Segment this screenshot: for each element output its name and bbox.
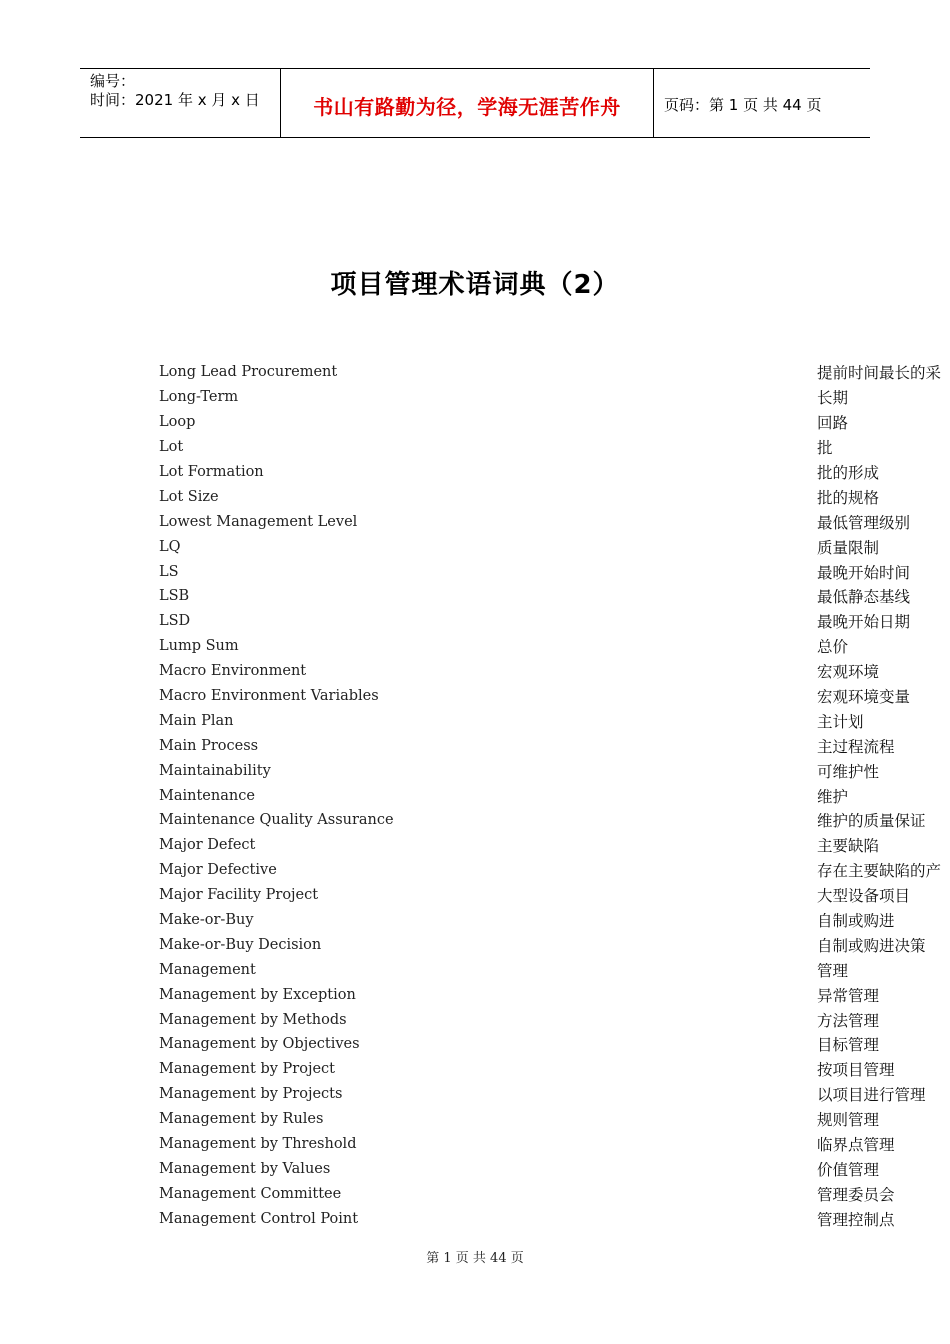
term-english: Management by Threshold [159, 1136, 357, 1153]
term-chinese: 批 [817, 439, 833, 458]
term-chinese: 自制或购进 [817, 912, 895, 931]
term-chinese: 回路 [817, 414, 849, 433]
term-row [159, 360, 950, 385]
term-row [159, 684, 950, 709]
term-english: Maintenance [159, 787, 255, 804]
term-english: Lot Size [159, 488, 219, 505]
term-chinese: 最晚开始日期 [817, 613, 911, 632]
term-english: LSB [159, 588, 190, 605]
term-row [159, 484, 950, 509]
term-chinese: 维护 [817, 787, 849, 806]
term-english: Management by Exception [159, 986, 356, 1003]
term-row [159, 559, 950, 584]
term-row [159, 1032, 950, 1057]
page-title: 项目管理术语词典（2） [330, 270, 620, 300]
term-row [159, 833, 950, 858]
header-meta [80, 69, 281, 137]
term-chinese: 批的形成 [817, 464, 880, 482]
term-english: Lot [159, 439, 184, 456]
term-chinese: 管理控制点 [817, 1210, 895, 1229]
term-english: Management Committee [159, 1185, 342, 1202]
term-chinese: 以项目进行管理 [817, 1086, 926, 1105]
term-chinese: 存在主要缺陷的产 [817, 862, 942, 881]
term-english: LQ [159, 538, 181, 555]
term-row [159, 982, 950, 1007]
term-chinese: 主过程流程 [817, 737, 895, 756]
term-row [159, 1157, 950, 1182]
term-chinese: 自制或购进决策 [817, 936, 926, 955]
term-english: Management by Project [159, 1061, 335, 1078]
term-chinese: 宏观环境变量 [817, 688, 911, 707]
term-row [159, 584, 950, 609]
term-chinese: 管理委员会 [817, 1185, 895, 1204]
term-chinese: 总价 [817, 638, 849, 657]
term-list [159, 360, 950, 1231]
term-row [159, 385, 950, 410]
term-english: Management by Values [159, 1160, 331, 1177]
term-row [159, 932, 950, 957]
term-row [159, 733, 950, 758]
term-english: Main Plan [159, 712, 234, 729]
term-chinese: 最低静态基线 [817, 588, 911, 607]
term-english: LSD [159, 613, 191, 630]
header-page-info: 页码：第 1 页 共 44 页 [664, 95, 822, 114]
term-row [159, 659, 950, 684]
term-english: Make-or-Buy Decision [159, 936, 322, 953]
term-row [159, 1107, 950, 1132]
term-english: Loop [159, 414, 196, 431]
term-english: Long-Term [159, 389, 239, 406]
term-row [159, 460, 950, 485]
page-footer: 第 1 页 共 44 页 [426, 1251, 524, 1266]
header-motto: 书山有路勤为径，学海无涯苦作舟 [281, 69, 654, 137]
term-english: Long Lead Procurement [159, 364, 338, 381]
term-english: Make-or-Buy [159, 912, 254, 929]
term-chinese: 宏观环境 [817, 663, 880, 682]
term-row [159, 634, 950, 659]
term-chinese: 维护的质量保证 [817, 812, 926, 831]
term-english: Management by Objectives [159, 1036, 360, 1053]
term-chinese: 规则管理 [817, 1111, 880, 1130]
term-chinese: 提前时间最长的采 [817, 364, 942, 383]
number-label: 编号： [90, 72, 136, 90]
term-chinese: 主计划 [817, 712, 864, 731]
term-chinese: 可维护性 [817, 762, 880, 781]
term-row [159, 410, 950, 435]
page-header [80, 68, 870, 138]
time-label: 时间：2021 年 x 月 x 日 [90, 91, 260, 109]
term-chinese: 最低管理级别 [817, 513, 911, 532]
term-chinese: 最晚开始时间 [817, 563, 911, 582]
term-english: Macro Environment [159, 663, 307, 680]
term-chinese: 价值管理 [817, 1160, 880, 1179]
term-chinese: 方法管理 [817, 1011, 880, 1030]
term-chinese: 按项目管理 [817, 1061, 895, 1080]
term-english: Management by Projects [159, 1086, 343, 1103]
term-row [159, 808, 950, 833]
term-row [159, 509, 950, 534]
term-english: Major Defect [159, 837, 256, 854]
term-row [159, 858, 950, 883]
term-chinese: 临界点管理 [817, 1136, 895, 1155]
term-row [159, 783, 950, 808]
term-row [159, 1057, 950, 1082]
term-english: Lowest Management Level [159, 513, 358, 530]
term-row [159, 1181, 950, 1206]
term-row [159, 883, 950, 908]
term-english: Management by Rules [159, 1111, 324, 1128]
term-row [159, 1206, 950, 1231]
term-english: LS [159, 563, 179, 580]
term-english: Main Process [159, 737, 259, 754]
term-row [159, 1082, 950, 1107]
term-english: Major Defective [159, 862, 277, 879]
term-english: Maintenance Quality Assurance [159, 812, 394, 829]
term-row [159, 534, 950, 559]
term-row [159, 1132, 950, 1157]
term-chinese: 长期 [817, 389, 849, 408]
term-row [159, 435, 950, 460]
term-row [159, 1007, 950, 1032]
term-english: Management by Methods [159, 1011, 347, 1028]
term-english: Maintainability [159, 762, 271, 779]
term-english: Lot Formation [159, 464, 264, 480]
term-row [159, 708, 950, 733]
term-row [159, 758, 950, 783]
term-row [159, 609, 950, 634]
term-row [159, 908, 950, 933]
term-chinese: 目标管理 [817, 1036, 880, 1055]
term-english: Lump Sum [159, 638, 239, 655]
term-english: Management [159, 961, 256, 978]
term-chinese: 异常管理 [817, 986, 880, 1005]
term-chinese: 质量限制 [817, 538, 880, 557]
term-chinese: 管理 [817, 961, 849, 980]
term-chinese: 批的规格 [817, 488, 880, 507]
term-english: Macro Environment Variables [159, 688, 379, 705]
term-chinese: 主要缺陷 [817, 837, 880, 856]
term-row [159, 957, 950, 982]
term-chinese: 大型设备项目 [817, 887, 911, 906]
term-english: Major Facility Project [159, 887, 319, 904]
term-english: Management Control Point [159, 1210, 359, 1227]
